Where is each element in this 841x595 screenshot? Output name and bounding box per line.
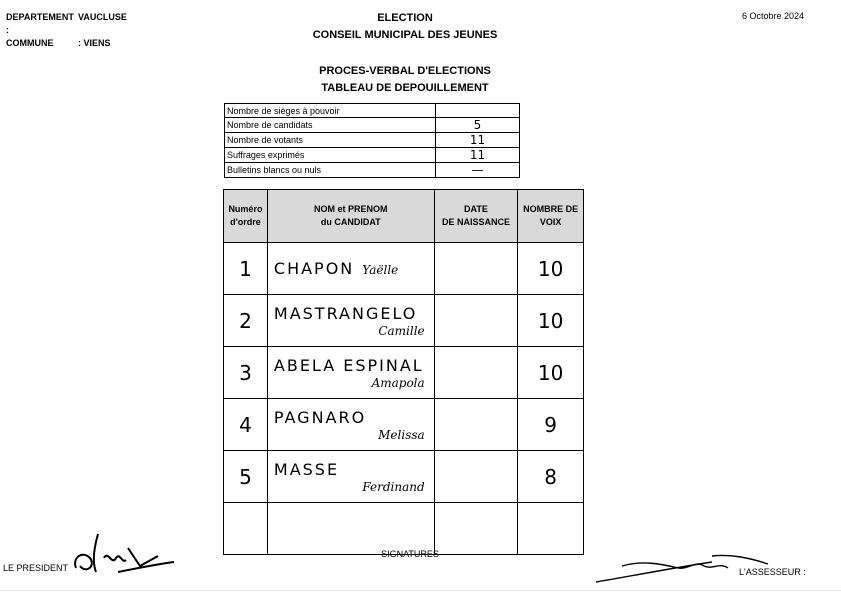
- row-number: 5: [224, 451, 268, 503]
- table-row: [224, 347, 584, 399]
- summary-label: Suffrages exprimés: [225, 148, 436, 163]
- president-label: LE PRESIDENT: [3, 563, 69, 573]
- table-row: [224, 451, 584, 503]
- birth-date: [434, 295, 518, 347]
- empty-cell: [434, 503, 518, 555]
- candidate-name: [267, 347, 434, 399]
- candidate-first-name: Camille: [378, 323, 425, 338]
- row-number: 4: [224, 399, 268, 451]
- candidate-first-name: Melissa: [378, 427, 425, 442]
- candidate-last-name: MASTRANGELO: [273, 303, 418, 323]
- summary-row: [225, 148, 520, 163]
- candidate-last-name: CHAPON: [273, 258, 355, 278]
- candidate-last-name: ABELA ESPINAL: [273, 355, 424, 375]
- summary-value: 11: [436, 148, 520, 163]
- departement-label: DEPARTEMENT :: [6, 12, 74, 35]
- summary-row: [225, 133, 520, 148]
- summary-label: Bulletins blancs ou nuls: [225, 163, 436, 178]
- summary-label: Nombre de candidats: [225, 118, 436, 133]
- empty-cell: [518, 503, 584, 555]
- candidate-first-name: Ferdinand: [362, 479, 425, 494]
- candidate-name: [267, 399, 434, 451]
- header-numero: Numéro d'ordre: [224, 190, 268, 243]
- election-title: [0, 10, 810, 44]
- summary-value: 5: [436, 118, 520, 133]
- table-row: [224, 243, 584, 295]
- candidate-last-name: PAGNARO: [273, 407, 367, 427]
- birth-date: [434, 347, 518, 399]
- birth-date: [434, 451, 518, 503]
- title-line-1: ELECTION: [377, 12, 433, 24]
- summary-row: [225, 163, 520, 178]
- summary-table: [224, 103, 520, 178]
- header-nom: NOM et PRENOM du CANDIDAT: [267, 190, 434, 243]
- table-row: [224, 399, 584, 451]
- results-table: [223, 189, 584, 555]
- summary-value: [436, 104, 520, 118]
- vote-count: 10: [518, 347, 584, 399]
- row-number: 3: [224, 347, 268, 399]
- row-number: 1: [224, 243, 268, 295]
- summary-row: [225, 118, 520, 133]
- vote-count: 10: [518, 295, 584, 347]
- document-date: 6 Octobre 2024: [741, 11, 804, 21]
- commune-label: COMMUNE: [6, 38, 54, 48]
- commune-value: : VIENS: [78, 38, 111, 48]
- header-voix: NOMBRE DE VOIX: [518, 190, 584, 243]
- header-date: DATE DE NAISSANCE: [434, 190, 518, 243]
- summary-label: Nombre de sièges à pouvoir: [225, 104, 436, 118]
- vote-count: 8: [518, 451, 584, 503]
- birth-date: [434, 243, 518, 295]
- summary-value: 11: [436, 133, 520, 148]
- empty-cell: [267, 503, 434, 555]
- section-title-2: TABLEAU DE DEPOUILLEMENT: [321, 82, 489, 94]
- signatures-label: SIGNATURES: [381, 549, 439, 559]
- results-header-row: [224, 190, 584, 243]
- section-title: [0, 63, 810, 97]
- departement-value: VAUCLUSE: [78, 12, 127, 22]
- summary-label: Nombre de votants: [225, 133, 436, 148]
- bottom-divider: [0, 590, 841, 591]
- candidate-first-name: Yaëlle: [362, 262, 399, 277]
- candidate-name: [267, 243, 434, 295]
- table-row-empty: [224, 503, 584, 555]
- title-line-2: CONSEIL MUNICIPAL DES JEUNES: [312, 29, 498, 41]
- birth-date: [434, 399, 518, 451]
- section-title-1: PROCES-VERBAL D'ELECTIONS: [319, 65, 491, 77]
- assesseur-label: L'ASSESSEUR :: [739, 567, 806, 577]
- row-number: 2: [224, 295, 268, 347]
- table-row: [224, 295, 584, 347]
- empty-cell: [224, 503, 268, 555]
- vote-count: 9: [518, 399, 584, 451]
- president-signature: [68, 528, 178, 580]
- summary-row: [225, 104, 520, 118]
- candidate-first-name: Amapola: [371, 375, 425, 390]
- candidate-name: [267, 295, 434, 347]
- summary-value: —: [436, 163, 520, 178]
- candidate-last-name: MASSE: [273, 459, 340, 479]
- candidate-name: [267, 451, 434, 503]
- vote-count: 10: [518, 243, 584, 295]
